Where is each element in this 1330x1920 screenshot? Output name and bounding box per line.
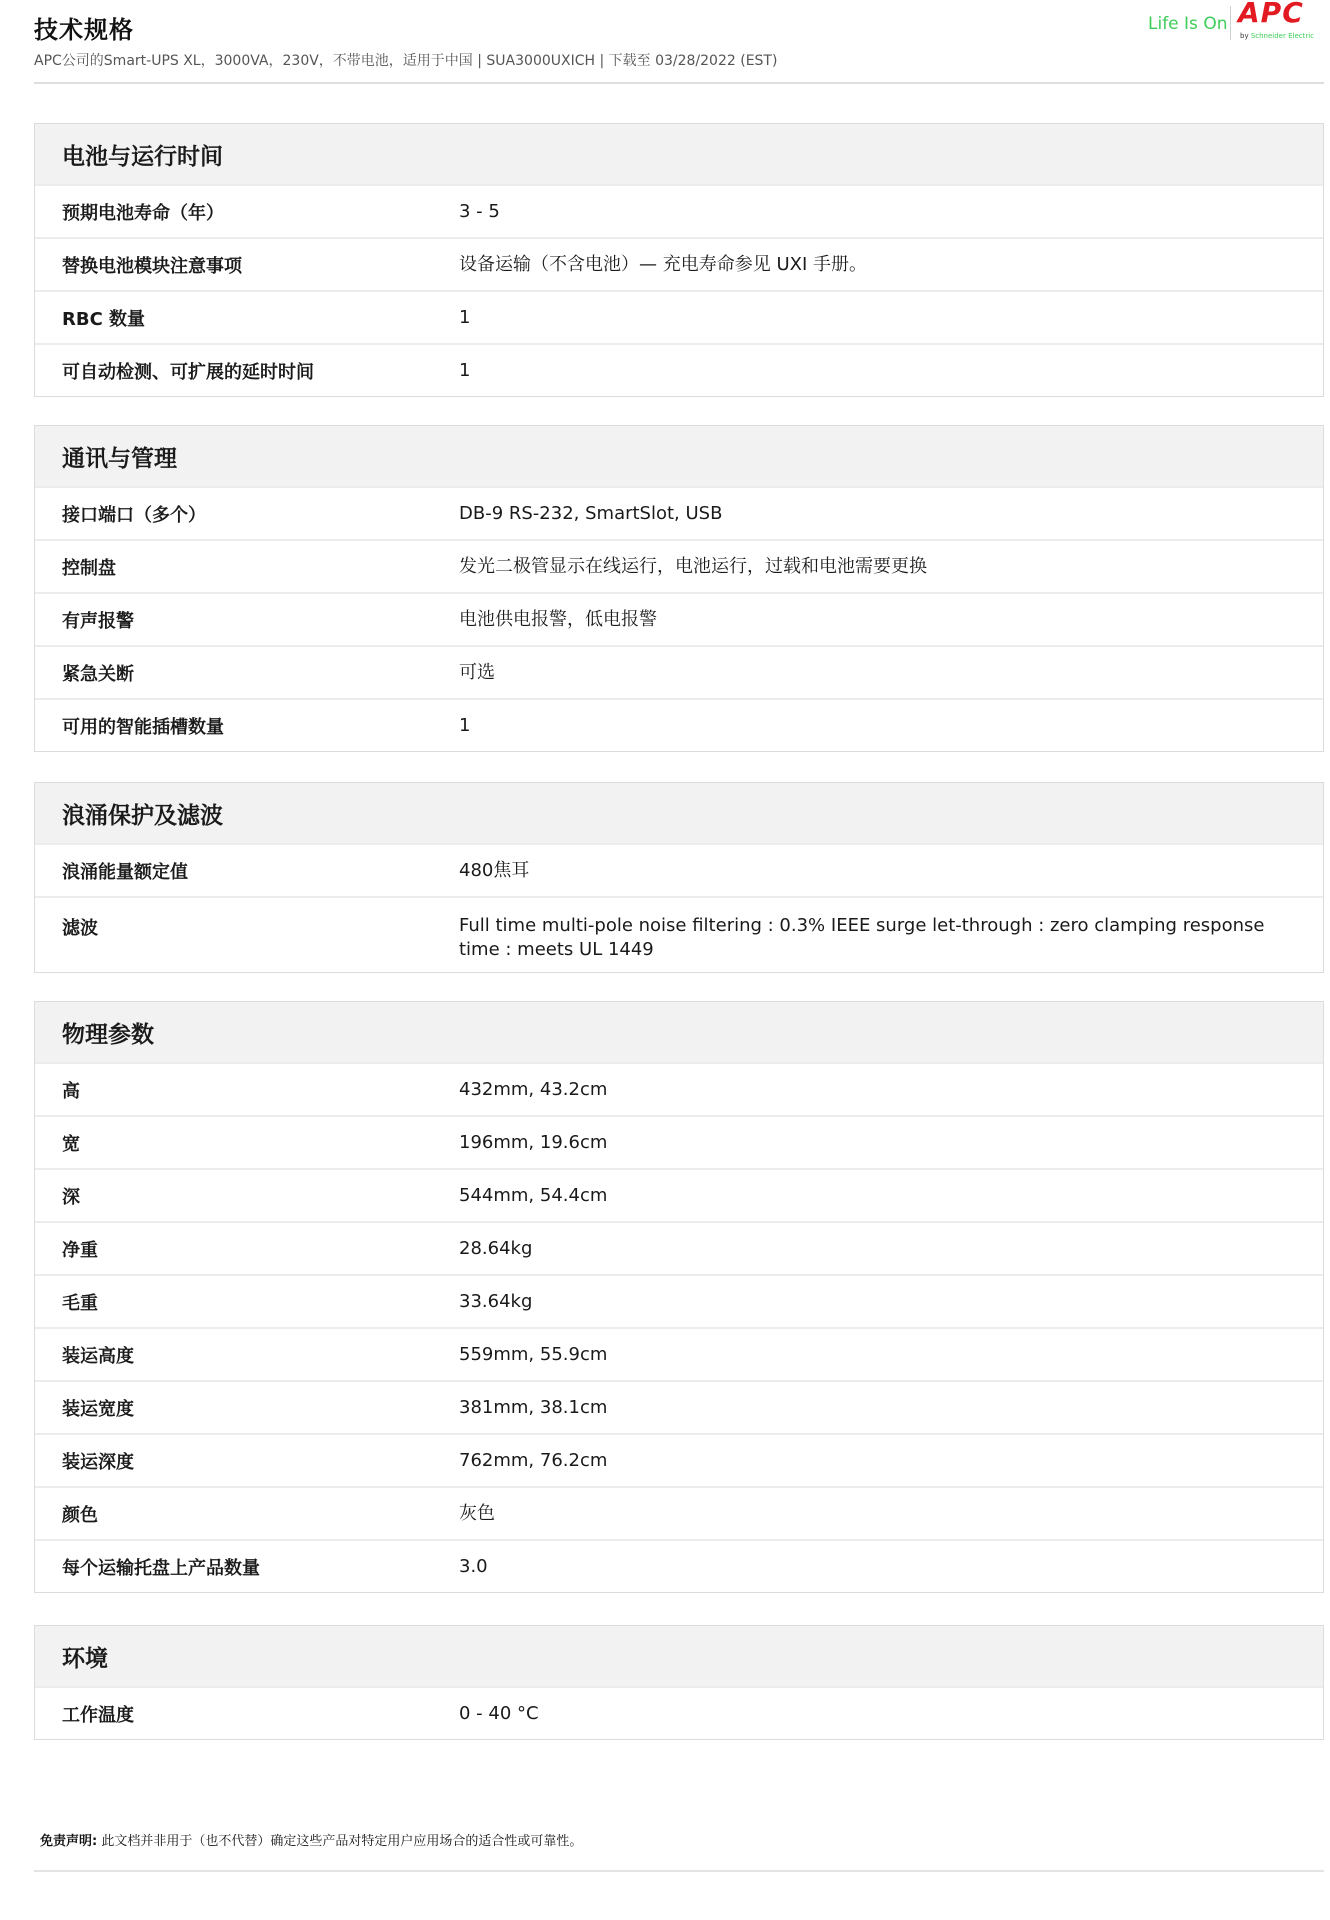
section-surge-filtering [34,782,1324,973]
spec-row [35,1274,1323,1327]
spec-label: 高 [62,1080,80,1102]
spec-value: 544mm, 54.4cm [459,1184,608,1206]
section-title: 环境 [35,1626,1323,1686]
spec-label: 有声报警 [62,610,134,632]
spec-row [35,1062,1323,1115]
spec-label: 可自动检测、可扩展的延时时间 [62,361,314,383]
spec-label: 接口端口（多个） [62,504,206,526]
spec-label: 宽 [62,1133,80,1155]
section-environment [34,1625,1324,1740]
page-header [34,10,1330,84]
spec-label: 装运宽度 [62,1398,134,1420]
spec-value: 3 - 5 [459,200,500,222]
spec-value: 480焦耳 [459,859,530,881]
section-battery-runtime [34,123,1324,397]
spec-row [35,237,1323,290]
spec-row [35,1686,1323,1739]
spec-value: 0 - 40 °C [459,1702,539,1724]
logo-divider [1230,6,1231,40]
spec-value: 1 [459,306,471,328]
spec-value: 可选 [459,661,495,683]
section-physical [34,1001,1324,1593]
spec-label: 毛重 [62,1292,98,1314]
section-title: 电池与运行时间 [35,124,1323,184]
spec-row [35,843,1323,896]
section-title: 通讯与管理 [35,426,1323,486]
header-divider [34,82,1324,84]
spec-value: 设备运输（不含电池）— 充电寿命参见 UXI 手册。 [459,253,867,275]
spec-row [35,1539,1323,1592]
spec-value: 432mm, 43.2cm [459,1078,608,1100]
section-title: 浪涌保护及滤波 [35,783,1323,843]
spec-label: 装运深度 [62,1451,134,1473]
spec-value: 电池供电报警，低电报警 [459,608,657,630]
page-subtitle: APC公司的Smart-UPS XL，3000VA，230V，不带电池，适用于中国 | SUA3000UXICH | 下载至 03/28/2022 (EST) [34,53,778,69]
apc-logo-text: APC [1238,0,1304,29]
page-title: 技术规格 [34,16,134,44]
spec-row [35,896,1323,972]
spec-label: 每个运输托盘上产品数量 [62,1557,260,1579]
spec-label: 控制盘 [62,557,116,579]
spec-value: 发光二极管显示在线运行，电池运行，过载和电池需要更换 [459,555,927,577]
schneider-electric-byline [1240,32,1314,40]
spec-row [35,698,1323,751]
spec-row [35,592,1323,645]
spec-row [35,645,1323,698]
spec-label: RBC 数量 [62,308,146,330]
spec-label: 颜色 [62,1504,98,1526]
spec-label: 装运高度 [62,1345,134,1367]
disclaimer [40,1830,582,1849]
spec-value: 559mm, 55.9cm [459,1343,608,1365]
spec-label: 深 [62,1186,80,1208]
spec-row [35,486,1323,539]
spec-label: 净重 [62,1239,98,1261]
spec-value: 3.0 [459,1555,488,1577]
section-communication-management [34,425,1324,752]
byline-by: by [1240,32,1251,40]
spec-value: 灰色 [459,1502,495,1524]
footer-divider [34,1870,1324,1872]
spec-label: 可用的智能插槽数量 [62,716,224,738]
spec-label: 替换电池模块注意事项 [62,255,242,277]
disclaimer-label: 免责声明: [40,1834,98,1849]
spec-value: 1 [459,359,471,381]
apc-logo [1238,0,1324,46]
disclaimer-text: 此文档并非用于（也不代替）确定这些产品对特定用户应用场合的适合性或可靠性。 [97,1834,583,1849]
spec-value: 33.64kg [459,1290,533,1312]
spec-row [35,1221,1323,1274]
spec-row [35,1115,1323,1168]
section-title: 物理参数 [35,1002,1323,1062]
spec-value: 1 [459,714,471,736]
spec-value: Full time multi-pole noise filtering : 0.3% IEEE surge let-through : zero clamping response time : meets UL 1449 [459,915,1265,960]
spec-row [35,539,1323,592]
spec-value: 28.64kg [459,1237,533,1259]
byline-brand: Schneider Electric [1250,32,1315,40]
spec-value: 762mm, 76.2cm [459,1449,608,1471]
spec-row [35,1380,1323,1433]
life-is-on-logo: Life Is On [1148,14,1228,34]
spec-row [35,184,1323,237]
spec-row [35,1486,1323,1539]
spec-row [35,1327,1323,1380]
spec-row [35,1168,1323,1221]
spec-row [35,1433,1323,1486]
spec-row [35,290,1323,343]
spec-row [35,343,1323,396]
spec-label: 滤波 [62,918,98,939]
spec-value: 381mm, 38.1cm [459,1396,608,1418]
spec-label: 浪涌能量额定值 [62,861,188,883]
spec-value: 196mm, 19.6cm [459,1131,608,1153]
spec-label: 紧急关断 [62,663,134,685]
spec-value: DB-9 RS-232, SmartSlot, USB [459,502,723,524]
spec-label: 工作温度 [62,1704,134,1726]
spec-label: 预期电池寿命（年） [62,202,224,224]
